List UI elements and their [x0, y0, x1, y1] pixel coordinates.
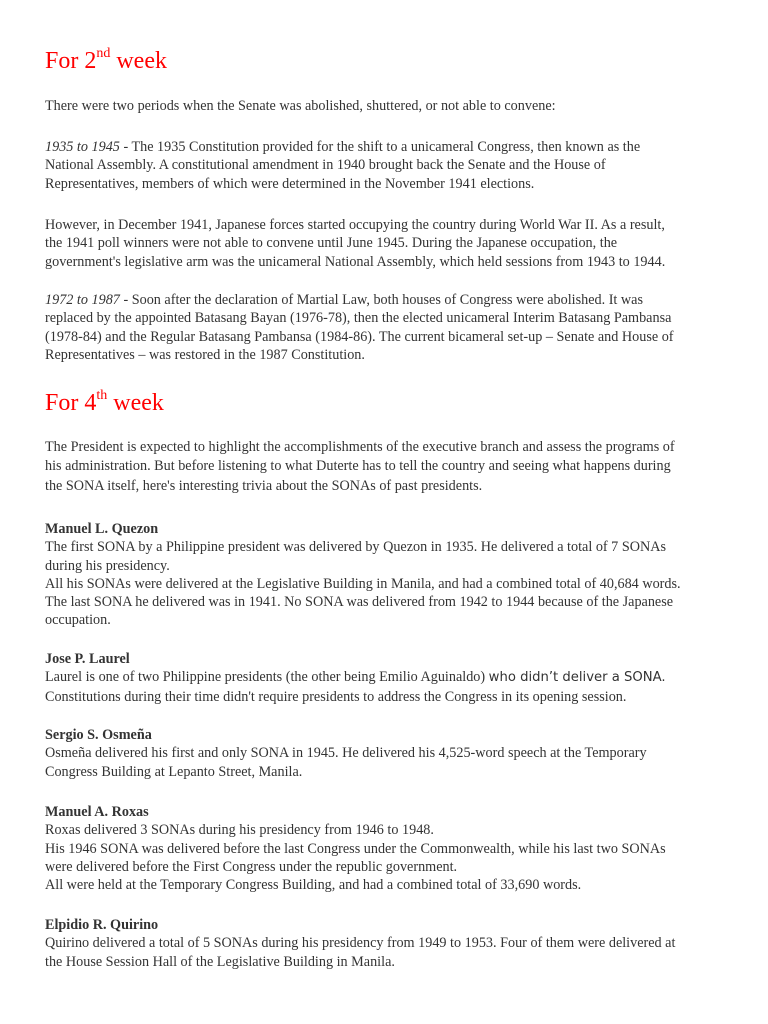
paragraph-1972-1987-line-1: - Soon after the declaration of Martial Law, both houses of Congress were abolished. It was: [119, 292, 643, 308]
week-4-intro-line-2: his administration. But before listening to what Duterte has to tell the country and seeing what happens during: [45, 458, 671, 475]
president-name: Manuel L. Quezon: [45, 521, 159, 537]
president-name: Jose P. Laurel: [45, 651, 130, 667]
president-roxas: [45, 803, 735, 894]
heading-week-4: [45, 389, 735, 417]
president-osmena: [45, 726, 735, 781]
paragraph-december-1941-line-2: the 1941 poll winners were not able to convene until June 1945. During the Japanese occupation, the: [45, 235, 618, 252]
paragraph-1972-1987-line-3: (1978-84) and the Regular Batasang Pambansa (1984-86). The current bicameral set-up – Senate and House of: [45, 328, 674, 345]
week-4-intro: [45, 438, 735, 496]
paragraph-december-1941-line-3: government's legislative arm was the unicameral National Assembly, which held sessions from 1943 to 1944.: [45, 253, 666, 270]
paragraph-1935-1945: [45, 138, 735, 193]
heading-week-4-suffix: week: [107, 390, 164, 416]
period-1972-1987: 1972 to 1987: [45, 292, 120, 308]
president-quezon: [45, 520, 735, 630]
period-1935-1945: 1935 to 1945: [45, 139, 120, 155]
week-2-intro: There were two periods when the Senate was abolished, shuttered, or not able to convene:: [45, 98, 556, 114]
paragraph-1935-1945-line-2: National Assembly. A constitutional amendment in 1940 brought back the Senate and the House of: [45, 157, 606, 174]
heading-week-2-prefix: For 2: [45, 48, 97, 74]
heading-week-4-ordinal: th: [96, 388, 108, 403]
president-text-line-sans: who didn’t deliver a SONA.: [488, 670, 666, 686]
heading-week-2-ordinal: nd: [96, 46, 111, 61]
president-name: Manuel A. Roxas: [45, 804, 149, 820]
president-text-line: Laurel is one of two Philippine presidents (the other being Emilio Aguinaldo): [45, 669, 489, 686]
paragraph-1972-1987-line-4: Representatives – was restored in the 1987 Constitution.: [45, 346, 365, 363]
paragraph-december-1941-line-1: However, in December 1941, Japanese forces started occupying the country during World War II. As a result,: [45, 217, 665, 233]
week-4-intro-line-3: the SONA itself, here's interesting trivia about the SONAs of past presidents.: [45, 477, 483, 494]
president-text-line: during his presidency.: [45, 557, 170, 574]
president-text-line: Roxas delivered 3 SONAs during his presidency from 1946 to 1948.: [45, 822, 434, 839]
heading-week-2-suffix: week: [110, 48, 167, 74]
president-text-line: His 1946 SONA was delivered before the last Congress under the Commonwealth, while his last two SONAs: [45, 840, 666, 857]
president-text-line: occupation.: [45, 612, 111, 629]
president-text-line: the House Session Hall of the Legislative Building in Manila.: [45, 953, 395, 970]
president-text-line: Congress Building at Lepanto Street, Manila.: [45, 763, 303, 780]
paragraph-1972-1987-line-2: replaced by the appointed Batasang Bayan (1976-78), then the elected unicameral Interim Batasang Pambansa: [45, 310, 672, 327]
president-laurel: [45, 650, 735, 706]
president-text-line: Quirino delivered a total of 5 SONAs during his presidency from 1949 to 1953. Four of them were delivered at: [45, 935, 676, 952]
paragraph-1935-1945-line-3: Representatives, members of which were determined in the November 1941 elections.: [45, 175, 535, 192]
president-text-line: Osmeña delivered his first and only SONA in 1945. He delivered his 4,525-word speech at the Temporary: [45, 745, 647, 762]
heading-week-2: [45, 47, 735, 75]
president-text-line: Constitutions during their time didn't require presidents to address the Congress in its opening session.: [45, 688, 627, 705]
president-text-line: All were held at the Temporary Congress Building, and had a combined total of 33,690 words.: [45, 877, 582, 894]
heading-week-4-prefix: For 4: [45, 390, 97, 416]
president-name: Elpidio R. Quirino: [45, 917, 159, 933]
week-4-intro-line-1: The President is expected to highlight the accomplishments of the executive branch and assess the programs of: [45, 439, 675, 455]
president-text-line: were delivered before the First Congress under the republic government.: [45, 858, 458, 875]
president-name: Sergio S. Osmeña: [45, 727, 152, 743]
president-quirino: [45, 916, 735, 971]
paragraph-1972-1987: [45, 291, 735, 364]
president-text-line: All his SONAs were delivered at the Legislative Building in Manila, and had a combined total of 40,684 words.: [45, 575, 681, 592]
paragraph-december-1941: [45, 216, 735, 271]
president-text-line: The last SONA he delivered was in 1941. No SONA was delivered from 1942 to 1944 because of the Japanese: [45, 594, 674, 611]
paragraph-1935-1945-line-1: - The 1935 Constitution provided for the shift to a unicameral Congress, then known as the: [119, 139, 641, 155]
president-text-line: The first SONA by a Philippine president was delivered by Quezon in 1935. He delivered a total of 7 SONAs: [45, 539, 666, 556]
